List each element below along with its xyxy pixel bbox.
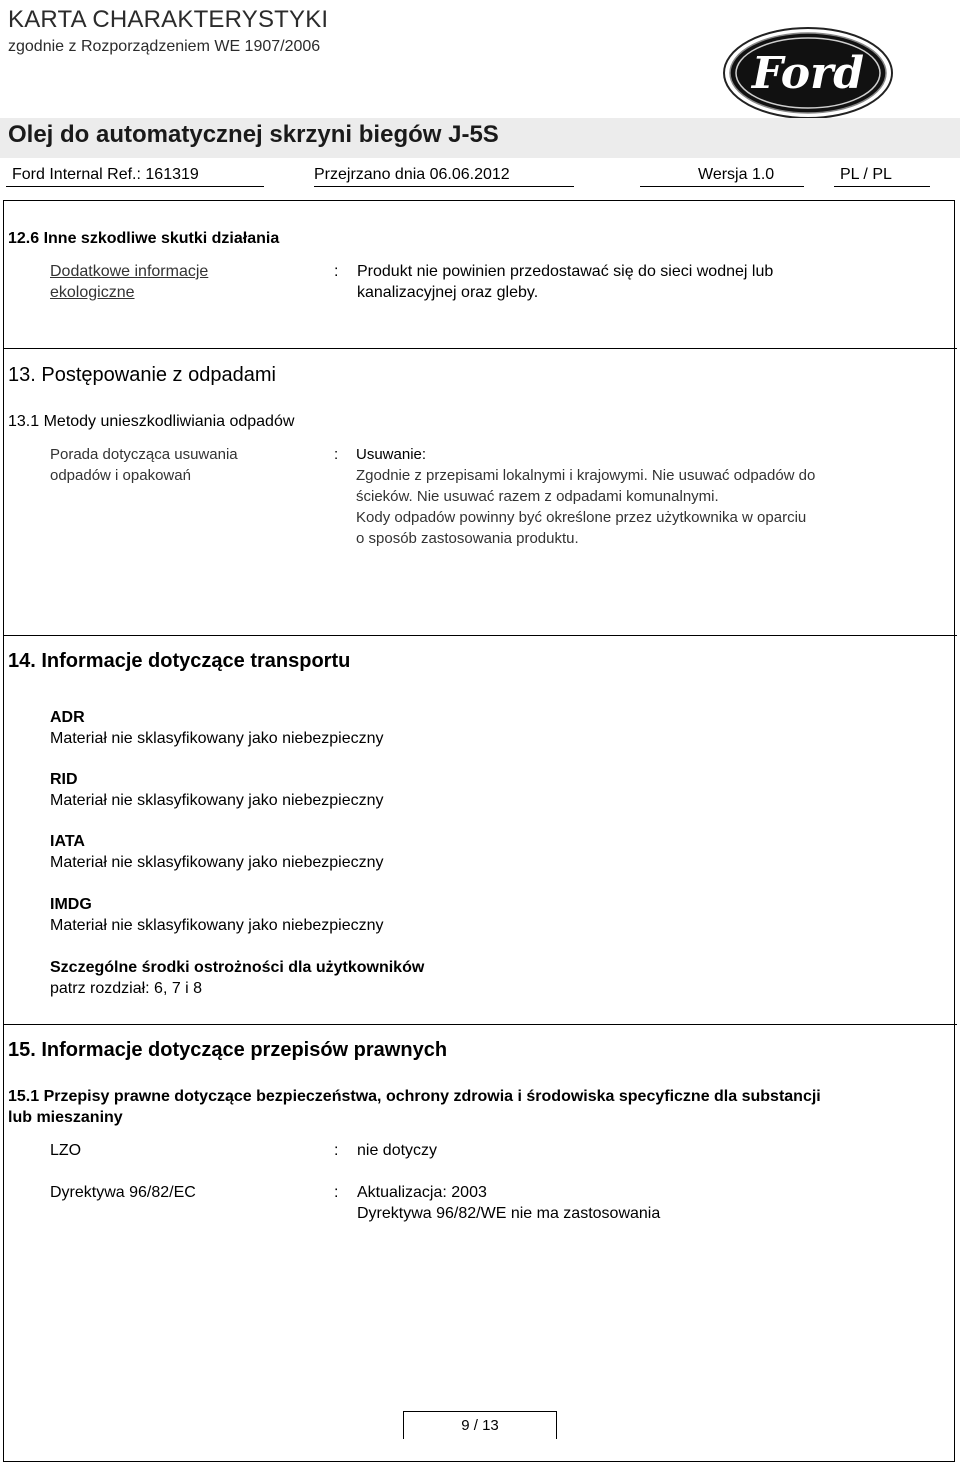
- directive-label: Dyrektywa 96/82/EC: [50, 1184, 196, 1201]
- transport-mode-rid: RID: [50, 771, 78, 788]
- language: PL / PL: [840, 166, 892, 183]
- directive-value: Aktualizacja: 2003 Dyrektywa 96/82/WE nie ma zastosowania: [357, 1184, 661, 1222]
- ford-logo: [722, 26, 894, 120]
- eco-info-label: Dodatkowe informacje ekologiczne: [50, 263, 209, 301]
- section-14-title: 14. Informacje dotyczące transportu: [8, 650, 351, 672]
- lzo-label: LZO: [50, 1142, 82, 1159]
- eco-info-colon: :: [334, 263, 339, 280]
- underline-lang: [834, 186, 930, 187]
- ford-logo-text: Ford: [751, 48, 865, 99]
- section-13-1-title: 13.1 Metody unieszkodliwiania odpadów: [8, 413, 295, 430]
- directive-colon: :: [334, 1184, 339, 1201]
- underline-date: [314, 186, 574, 187]
- divider-14: [3, 635, 957, 636]
- document-subtitle: zgodnie z Rozporządzeniem WE 1907/2006: [8, 38, 321, 55]
- divider-13: [3, 348, 957, 349]
- transport-imdg-text: Materiał nie sklasyfikowany jako niebezpieczny: [50, 917, 384, 934]
- section-13-title: 13. Postępowanie z odpadami: [8, 364, 276, 386]
- underline-version: [640, 186, 804, 187]
- disposal-text: Zgodnie z przepisami lokalnymi i krajowymi. Nie usuwać odpadów do ścieków. Nie usuwać razem z odpadami komunalnymi. Kody odpadów powinny być określone przez użytkownika w oparciu o sposób zastosowania produktu.: [356, 467, 816, 547]
- content-frame: [3, 200, 955, 1462]
- section-12-6-title: 12.6 Inne szkodliwe skutki działania: [8, 230, 280, 247]
- section-15-1-title: 15.1 Przepisy prawne dotyczące bezpieczeństwa, ochrony zdrowia i środowiska specyficzne dla substancji lub mieszaniny: [8, 1088, 821, 1126]
- document-title: KARTA CHARAKTERYSTYKI: [8, 6, 329, 33]
- revision-date: Przejrzano dnia 06.06.2012: [314, 166, 510, 183]
- disposal-label: Porada dotycząca usuwania odpadów i opakowań: [50, 446, 238, 484]
- disposal-heading: Usuwanie:: [356, 446, 427, 463]
- internal-ref: Ford Internal Ref.: 161319: [12, 166, 199, 183]
- lzo-colon: :: [334, 1142, 339, 1159]
- page-number: 9 / 13: [403, 1411, 557, 1439]
- special-precautions-text: patrz rozdział: 6, 7 i 8: [50, 980, 203, 997]
- divider-15: [3, 1024, 957, 1025]
- special-precautions-title: Szczególne środki ostrożności dla użytkowników: [50, 959, 425, 976]
- eco-info-value: Produkt nie powinien przedostawać się do sieci wodnej lub kanalizacyjnej oraz gleby.: [357, 263, 774, 301]
- transport-mode-imdg: IMDG: [50, 896, 92, 913]
- product-name: Olej do automatycznej skrzyni biegów J-5S: [8, 121, 499, 148]
- underline-ref: [6, 186, 264, 187]
- disposal-colon: :: [334, 446, 339, 463]
- transport-rid-text: Materiał nie sklasyfikowany jako niebezpieczny: [50, 792, 384, 809]
- transport-mode-iata: IATA: [50, 833, 85, 850]
- transport-adr-text: Materiał nie sklasyfikowany jako niebezpieczny: [50, 730, 384, 747]
- section-15-title: 15. Informacje dotyczące przepisów prawnych: [8, 1039, 448, 1061]
- version: Wersja 1.0: [698, 166, 775, 183]
- lzo-value: nie dotyczy: [357, 1142, 438, 1159]
- transport-mode-adr: ADR: [50, 709, 85, 726]
- transport-iata-text: Materiał nie sklasyfikowany jako niebezpieczny: [50, 854, 384, 871]
